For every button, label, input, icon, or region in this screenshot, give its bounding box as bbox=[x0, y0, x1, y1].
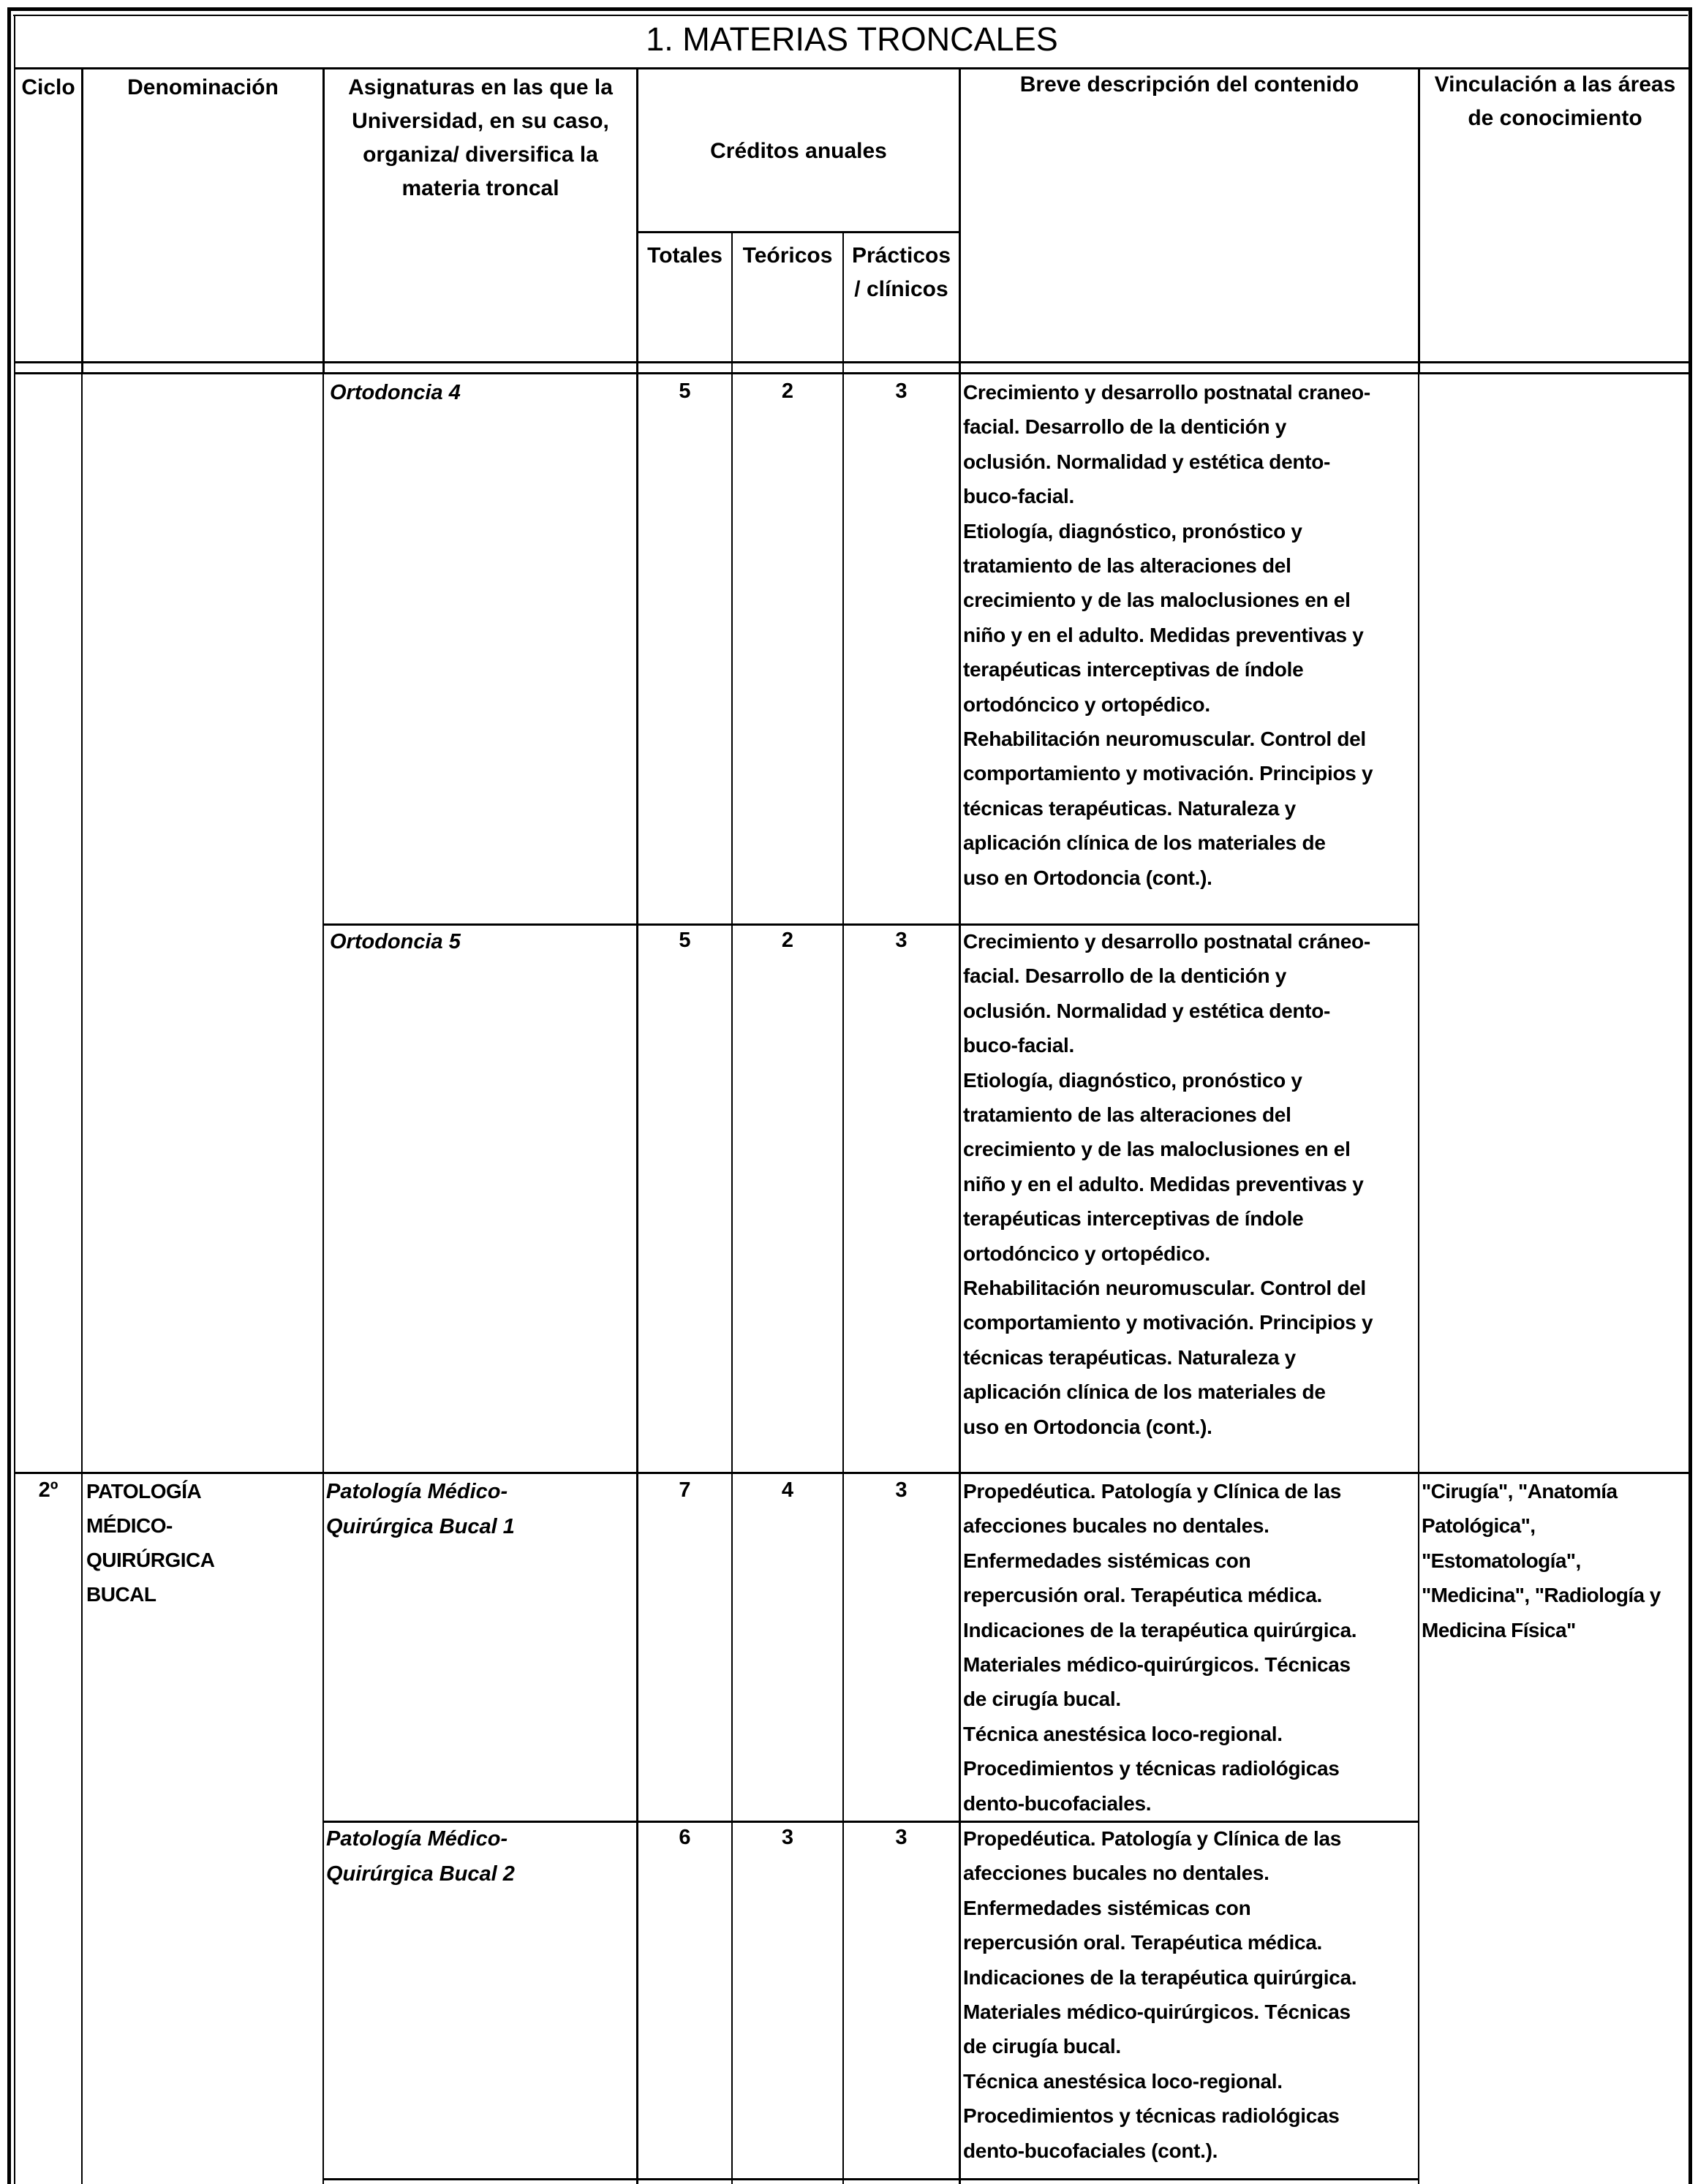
row3-denominacion: PATOLOGÍA MÉDICO- QUIRÚRGICA BUCAL bbox=[86, 1480, 215, 1606]
row4-asignatura: Patología Médico- Quirúrgica Bucal 2 bbox=[326, 1827, 515, 1886]
body-col-vinculacion bbox=[1418, 374, 1419, 2184]
header-descripcion: Breve descripción del contenido bbox=[1019, 72, 1359, 97]
border-left bbox=[7, 7, 11, 2184]
body-col-totales bbox=[731, 374, 733, 2184]
border-top-inner bbox=[13, 15, 1688, 16]
row1-asignatura: Ortodoncia 4 bbox=[330, 381, 461, 404]
header-divider-1 bbox=[14, 361, 1690, 363]
row1-teoricos: 2 bbox=[781, 379, 794, 403]
row2-totales: 5 bbox=[679, 929, 691, 952]
row4-totales: 6 bbox=[679, 1826, 691, 1849]
row3-practicos: 3 bbox=[895, 1478, 908, 1502]
col-line-descripcion bbox=[959, 67, 961, 2184]
row4-descripcion: Propedéutica. Patología y Clínica de las afecciones bucales no dentales. Enfermedades sistémicas con repercusión oral. Terapéutica médica. Indicaciones de la terapéutica quirúrgica. Materiales médico-quirúrgicos. Técnicas de cirugía bucal. Técnica anestésica loco-regional. Procedimientos y técnicas radiológicas dento-bucofaciales (cont.). bbox=[963, 1827, 1357, 2162]
header-practicos: Prácticos / clínicos bbox=[851, 243, 951, 301]
bottom-divider bbox=[322, 2178, 1419, 2180]
border-top bbox=[7, 7, 1691, 11]
row4-practicos: 3 bbox=[895, 1826, 908, 1849]
row2-teoricos: 2 bbox=[781, 929, 794, 952]
row1-descripcion: Crecimiento y desarrollo postnatal craneo- facial. Desarrollo de la dentición y oclusión. Normalidad y estética dento- buco-facial. Etiología, diagnóstico, pronóstico y tratamiento de las alteraciones del crecimiento y de las maloclusiones en el niño y en el adulto. Medidas preventivas y terapéuticas interceptivas de índole ortodóncico y ortopédico. Rehabilitación neuromuscular. Control del comportamiento y motivación. Principios y técnicas terapéuticas. Naturaleza y aplicación clínica de los materiales de uso en Ortodoncia (cont.). bbox=[963, 381, 1373, 889]
row2-practicos: 3 bbox=[895, 929, 908, 952]
body-col-denominacion bbox=[322, 374, 324, 2184]
body-col-teoricos bbox=[842, 374, 844, 2184]
row3-vinculacion: "Cirugía", "Anatomía Patológica", "Estomatología", "Medicina", "Radiología y Medicina Física" bbox=[1422, 1480, 1661, 1641]
row3-totales: 7 bbox=[679, 1478, 691, 1502]
header-divider-2 bbox=[14, 372, 1690, 374]
row3-teoricos: 4 bbox=[781, 1478, 794, 1502]
header-vinculacion: Vinculación a las áreas de conocimiento bbox=[1434, 72, 1676, 130]
row4-teoricos: 3 bbox=[781, 1826, 794, 1849]
row3-asignatura: Patología Médico- Quirúrgica Bucal 1 bbox=[326, 1480, 515, 1538]
header-teoricos: Teóricos bbox=[742, 243, 833, 268]
border-right bbox=[1688, 7, 1692, 2184]
row1-totales: 5 bbox=[679, 379, 691, 403]
col-line-ciclo bbox=[81, 67, 83, 374]
row1-practicos: 3 bbox=[895, 379, 908, 403]
header-totales: Totales bbox=[647, 243, 722, 268]
row3-descripcion: Propedéutica. Patología y Clínica de las afecciones bucales no dentales. Enfermedades sistémicas con repercusión oral. Terapéutica médica. Indicaciones de la terapéutica quirúrgica. Materiales médico-quirúrgicos. Técnicas de cirugía bucal. Técnica anestésica loco-regional. Procedimientos y técnicas radiológicas dento-bucofaciales. bbox=[963, 1480, 1357, 1815]
header-asignaturas: Asignaturas en las que la Universidad, en su caso, organiza/ diversifica la materia troncal bbox=[348, 75, 613, 200]
page-title: 1. MATERIAS TRONCALES bbox=[646, 20, 1058, 58]
row2-descripcion: Crecimiento y desarrollo postnatal cráneo- facial. Desarrollo de la dentición y oclusión. Normalidad y estética dento- buco-facial. Etiología, diagnóstico, pronóstico y tratamiento de las alteraciones del crecimiento y de las maloclusiones en el niño y en el adulto. Medidas preventivas y terapéuticas interceptivas de índole ortodóncico y ortopédico. Rehabilitación neuromuscular. Control del comportamiento y motivación. Principios y técnicas terapéuticas. Naturaleza y aplicación clínica de los materiales de uso en Ortodoncia (cont.). bbox=[963, 930, 1373, 1438]
row3-ciclo: 2º bbox=[38, 1478, 59, 1502]
body-col-ciclo bbox=[81, 374, 83, 2184]
creditos-divider bbox=[636, 231, 959, 233]
header-denominacion: Denominación bbox=[127, 75, 279, 99]
header-creditos: Créditos anuales bbox=[710, 139, 887, 163]
header-ciclo: Ciclo bbox=[21, 75, 75, 99]
border-left-inner bbox=[14, 15, 15, 2184]
row2-asignatura: Ortodoncia 5 bbox=[330, 930, 461, 953]
